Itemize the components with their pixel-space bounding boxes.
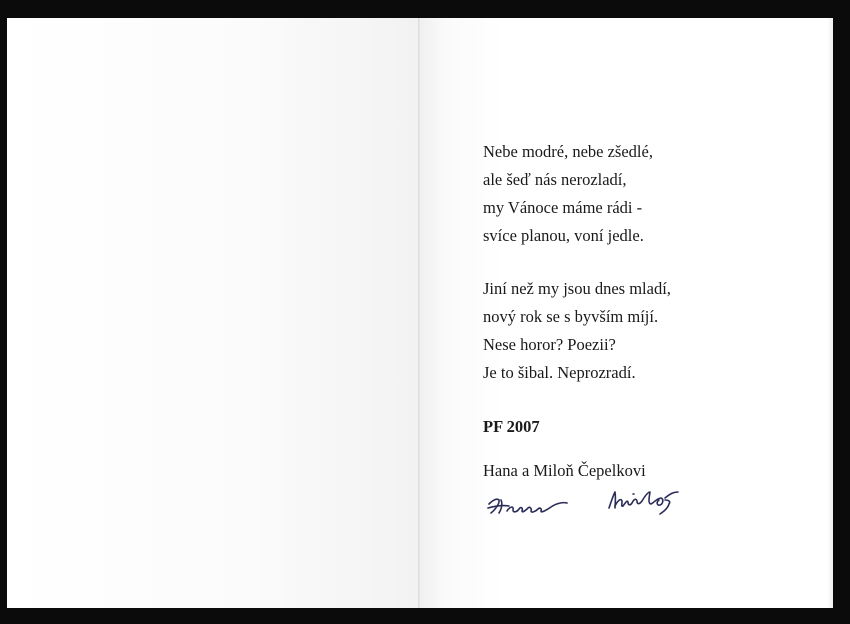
- signature-hana-stroke: [488, 506, 509, 508]
- signature-milos-stroke: [665, 492, 678, 498]
- sender-names: Hana a Miloň Čepelkovi: [483, 461, 646, 480]
- poem-line: Je to šibal. Neprozradí.: [483, 363, 636, 382]
- poem-stanza-2: [483, 275, 813, 387]
- poem-line: nový rok se s byvším míjí.: [483, 307, 659, 326]
- poem-line: svíce planou, voní jedle.: [483, 226, 644, 245]
- stanza-gap: [483, 250, 813, 275]
- poem-line: Jiní než my jsou dnes mladí,: [483, 279, 671, 298]
- card-fold-line: [418, 18, 420, 608]
- poem-stanza-1: [483, 138, 813, 250]
- pf-greeting: PF 2007: [483, 417, 540, 436]
- card-text: [483, 138, 813, 485]
- signature-hana-stroke: [507, 503, 567, 512]
- signature-milos-stroke: [615, 492, 663, 506]
- poem-line: my Vánoce máme rádi -: [483, 198, 643, 217]
- poem-line: Nese horor? Poezii?: [483, 335, 616, 354]
- handwritten-signatures: [485, 486, 725, 526]
- card-edge-shadow: [827, 18, 833, 608]
- signature-graphic: [485, 486, 725, 526]
- poem-line: Nebe modré, nebe zšedlé,: [483, 142, 653, 161]
- card-left-panel: [7, 18, 420, 608]
- poem-line: ale šeď nás nerozladí,: [483, 170, 627, 189]
- signature-milos-stroke: [660, 500, 670, 514]
